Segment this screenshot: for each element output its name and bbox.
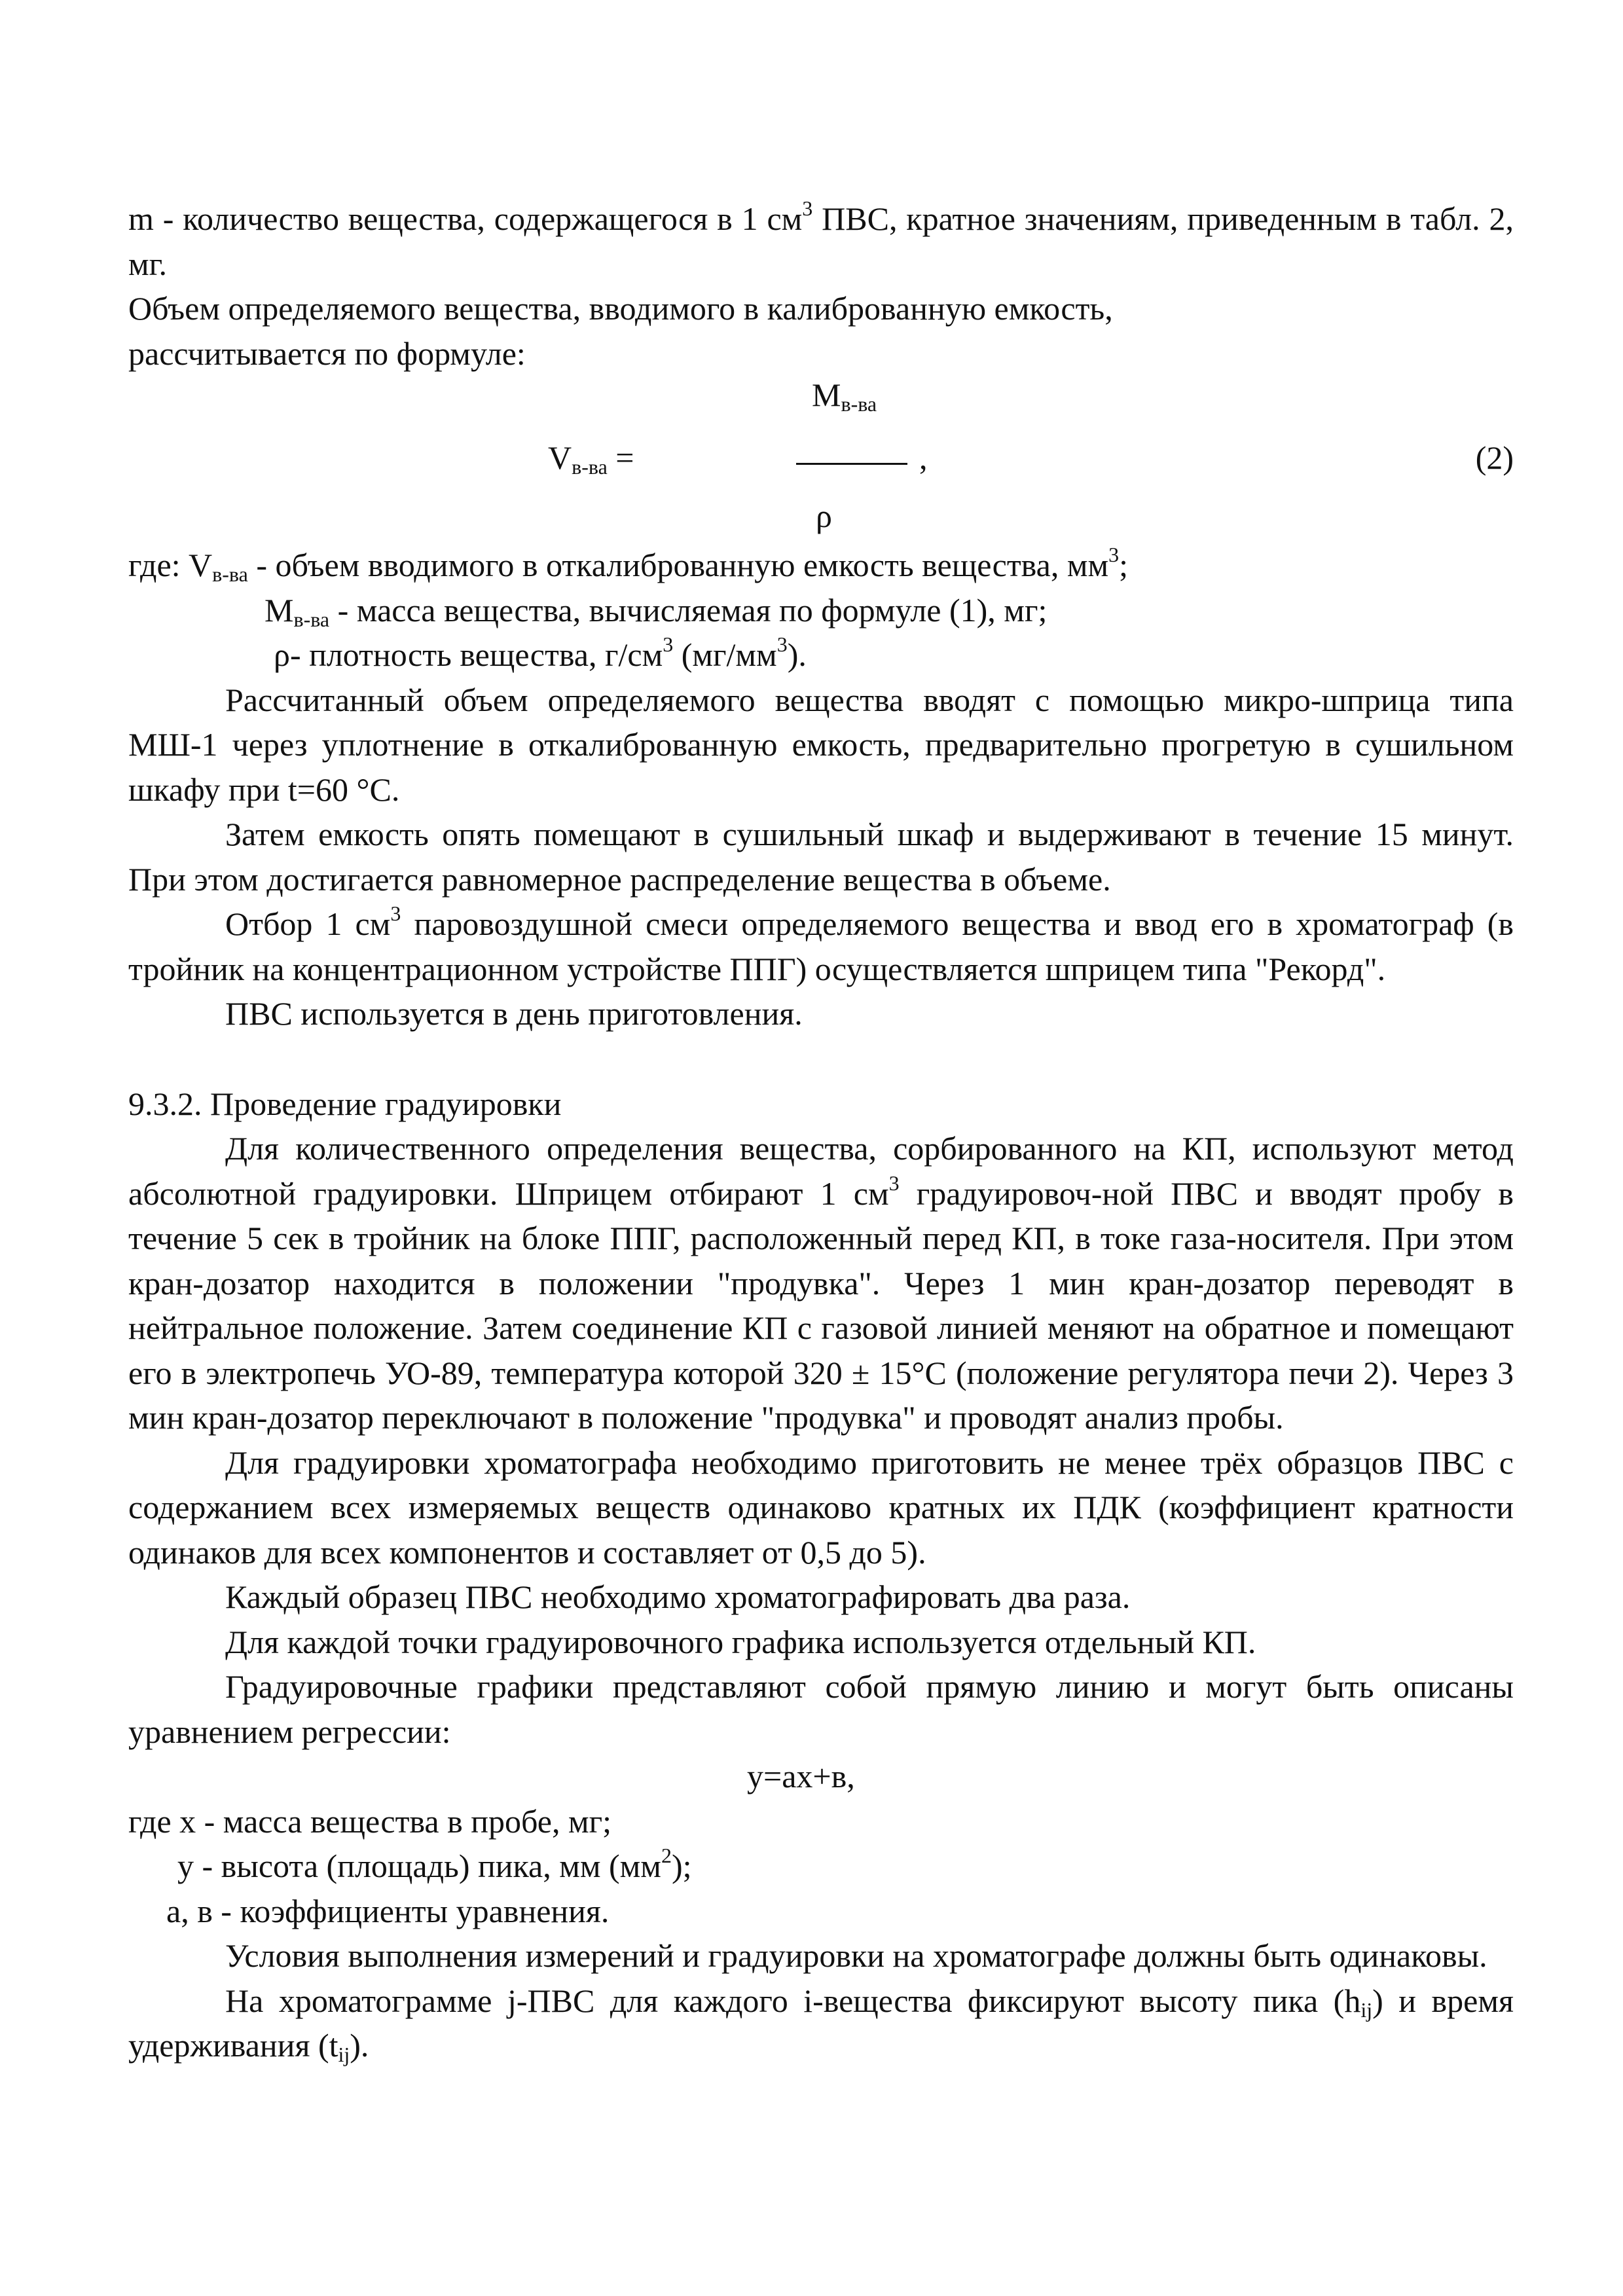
where-rho: ρ- плотность вещества, $г/см^3$ $(мг/мм^3)$. xyxy=(274,632,807,673)
paragraph-usage: ПВС используется в день приготовления. xyxy=(225,995,803,1032)
paragraph-regression: Градуировочные графики представляют собой прямую линию и могут быть описаны уравнением регрессии: xyxy=(128,1668,1514,1750)
paragraph-each-point: Для каждой точки градуировочного графика используется отдельный КП. xyxy=(225,1623,1256,1660)
formula-lhs: $V_{в-ва}$ = xyxy=(548,439,634,479)
def-ab: a, в - коэффициенты уравнения. xyxy=(166,1892,610,1929)
def-x: где x - масса вещества в пробе, мг; xyxy=(128,1802,611,1840)
paragraph-drying: Затем емкость опять помещают в сушильный шкаф и выдерживают в течение 15 минут. При этом достигается равномерное распределение вещества в объеме. xyxy=(128,816,1514,898)
formula-comma: , xyxy=(919,439,928,476)
paragraph-samples: Для градуировки хроматографа необходимо приготовить не менее трёх образцов ПВС с содержанием всех измеряемых веществ одинаково кратных их ПДК (коэффициент кратности одинаков для всех компонентов и составляет от 0,5 до 5). xyxy=(128,1444,1514,1571)
paragraph-calibration: Для количественного определения вещества, сорбированного на КП, используют метод абсолютной градуировки. Шприцем отбирают 1 $см^3$ градуировоч-ной ПВС и вводят пробу в течение 5 сек в тройник на блоке ППГ, расположенный перед КП, в токе газа-носителя. При этом кран-дозатор находится в положении "продувка". Через 1 мин кран-дозатор переводят в нейтральное положение. Затем соединение КП с газовой линией меняют на обратное и помещают его в электропечь УО-89, температура которой 320 ± 15°С (положение регулятора печи 2). Через 3 мин кран-дозатор переключают в положение "продувка" и проводят анализ пробы. xyxy=(128,1130,1514,1436)
document-page xyxy=(128,196,1514,2068)
fraction-bar xyxy=(796,463,907,465)
where-m: $M_{в-ва}$ - масса вещества, вычисляемая по формуле (1), мг; xyxy=(264,591,1048,631)
where-v: где: $V_{в-ва}$ - объем вводимого в откалиброванную емкость вещества, $мм^3$; xyxy=(128,543,1129,586)
formula-number: (2) xyxy=(1475,439,1514,476)
paragraph-sampling: Отбор 1 $см^3$ паровоздушной смеси определяемого вещества и ввод его в хроматограф (в тройник на концентрационном устройстве ППГ) осуществляется шприцем типа "Рекорд". xyxy=(128,902,1514,987)
paragraph-m-definition xyxy=(128,196,1514,286)
paragraph-chromatogram: На хроматограмме j-ПВС для каждого i-вещества фиксируют высоту пика $(h_{ij})$ и время удерживания $(t_{ij})$. xyxy=(128,1982,1514,2066)
section-heading: 9.3.2. Проведение градуировки xyxy=(128,1085,562,1122)
text: ПВС, кратное значениям, приведенным в табл. 2, мг. xyxy=(128,200,1514,282)
text: рассчитывается по формуле: xyxy=(128,335,526,372)
text: m - количество вещества, содержащегося в 1 см xyxy=(128,200,803,237)
paragraph-conditions: Условия выполнения измерений и градуировки на хроматографе должны быть одинаковы. xyxy=(225,1937,1487,1974)
formula-denominator: ρ xyxy=(816,498,832,534)
paragraph-volume-intro xyxy=(128,286,1514,376)
paragraph-injection: Рассчитанный объем определяемого вещества вводят с помощью микро-шприца типа МШ-1 через уплотнение в откалиброванную емкость, предварительно прогретую в сушильном шкафу при t=60 °С. xyxy=(128,681,1514,808)
def-y: y - высота (площадь) пика, мм $(мм^2)$; xyxy=(177,1844,692,1884)
formula-numerator: $M_{в-ва}$ xyxy=(812,376,877,416)
text: Объем определяемого вещества, вводимого в калиброванную емкость, xyxy=(128,290,1113,327)
paragraph-twice: Каждый образец ПВС необходимо хроматографировать два раза. xyxy=(225,1578,1131,1615)
spacer xyxy=(128,1036,1514,1082)
formula-2 xyxy=(128,376,1514,543)
regression-equation: y=ax+в, xyxy=(747,1758,855,1795)
superscript: 3 xyxy=(802,196,813,220)
